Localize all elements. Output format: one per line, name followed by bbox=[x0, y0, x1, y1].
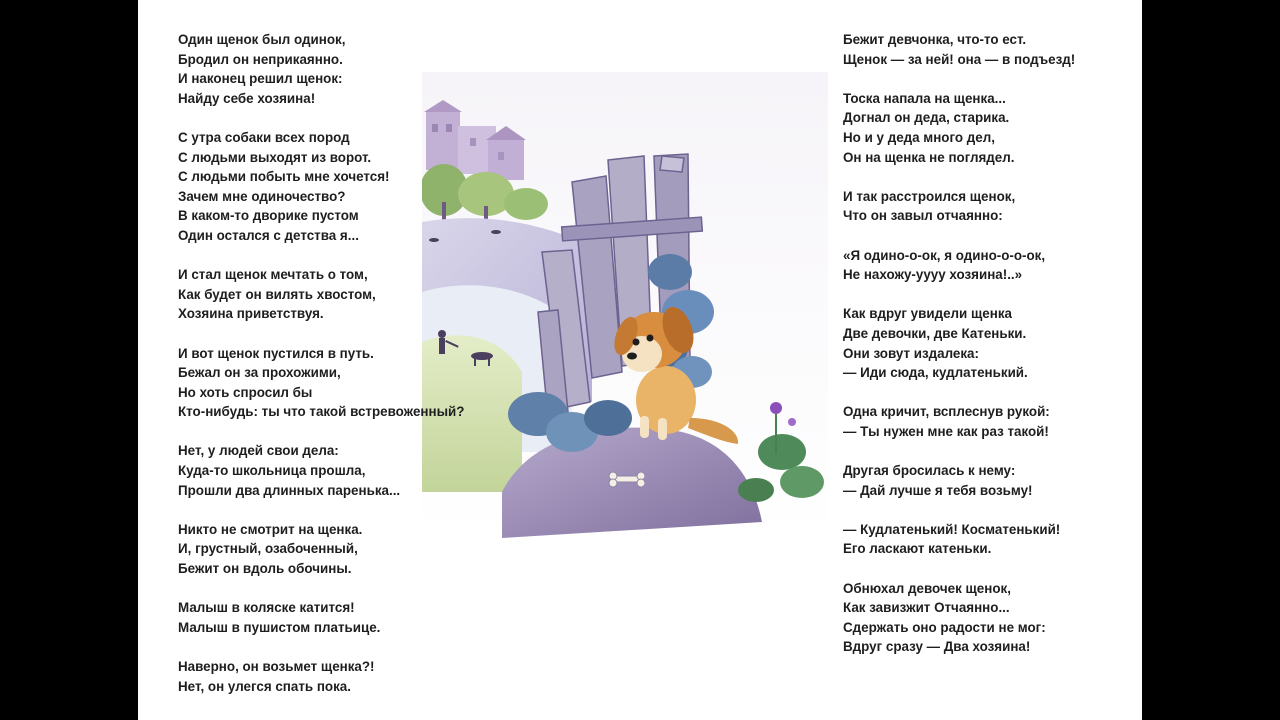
poem-line: Как вдруг увидели щенка bbox=[843, 306, 1012, 322]
poem-line: Никто не смотрит на щенка. bbox=[178, 521, 363, 537]
poem-line: Вдруг сразу — Два хозяина! bbox=[843, 639, 1031, 655]
poem-line: Наверно, он возьмет щенка?! bbox=[178, 659, 375, 674]
poem-line: Зачем мне одиночество? bbox=[178, 188, 346, 204]
stanza bbox=[178, 598, 464, 637]
poem-line: Что он завыл отчаянно: bbox=[843, 208, 1003, 224]
poem-line: Малыш в коляске катится! bbox=[178, 600, 355, 616]
stanza bbox=[843, 187, 1075, 226]
poem-line: Малыш в пушистом платьице. bbox=[178, 619, 381, 635]
poem-line: Нет, он улегся спать пока. bbox=[178, 678, 351, 694]
stanza bbox=[178, 128, 464, 246]
poem-line: С людьми выходят из ворот. bbox=[178, 149, 372, 165]
poem-line: Они зовут издалека: bbox=[843, 345, 979, 361]
poem-line: И, грустный, озабоченный, bbox=[178, 541, 358, 557]
stanza bbox=[843, 304, 1075, 382]
poem-line: Он на щенка не поглядел. bbox=[843, 149, 1015, 165]
poem-line: Как будет он вилять хвостом, bbox=[178, 286, 376, 302]
poem-line: Его ласкают катеньки. bbox=[843, 541, 992, 557]
poem-line: Не нахожу-уууу хозяина!..» bbox=[843, 267, 1023, 283]
poem-line: Но и у деда много дел, bbox=[843, 129, 995, 145]
poem-line: Другая бросилась к нему: bbox=[843, 463, 1016, 479]
stanza bbox=[843, 579, 1075, 657]
stanza bbox=[178, 657, 464, 696]
poem-line: Бежит он вдоль обочины. bbox=[178, 561, 352, 577]
poem-line: Найду себе хозяина! bbox=[178, 90, 316, 106]
poem-line: Обнюхал девочек щенок, bbox=[843, 580, 1011, 596]
stanza bbox=[843, 246, 1075, 285]
poem-line: Прошли два длинных паренька... bbox=[178, 482, 401, 498]
poem-line: Кто-нибудь: ты что такой встревоженный? bbox=[178, 404, 465, 420]
poem-line: — Ты нужен мне как раз такой! bbox=[843, 423, 1049, 439]
poem-line: И наконец решил щенок: bbox=[178, 71, 343, 87]
stanza bbox=[178, 441, 464, 500]
stanza bbox=[178, 520, 464, 579]
poem-line: Две девочки, две Катеньки. bbox=[843, 325, 1027, 341]
poem-line: С утра собаки всех пород bbox=[178, 129, 350, 145]
poem-line: «Я одино-о-ок, я одино-о-о-ок, bbox=[843, 247, 1046, 263]
stanza bbox=[843, 30, 1075, 69]
poem-line: Бродил он неприкаянно. bbox=[178, 51, 343, 67]
poem-line: Куда-то школьница прошла, bbox=[178, 463, 366, 479]
poem-line: Один щенок был одинок, bbox=[178, 32, 346, 47]
poem-line: — Иди сюда, кудлатенький. bbox=[843, 365, 1028, 381]
poem-line: С людьми побыть мне хочется! bbox=[178, 169, 390, 185]
poem-line: Нет, у людей свои дела: bbox=[178, 443, 339, 459]
poem-line: — Дай лучше я тебя возьму! bbox=[843, 482, 1033, 498]
stanza bbox=[843, 520, 1075, 559]
poem-line: Бежал он за прохожими, bbox=[178, 365, 341, 381]
poem-line: Догнал он деда, старика. bbox=[843, 110, 1010, 126]
poem-line: В каком-то дворике пустом bbox=[178, 208, 359, 224]
poem-line: Щенок — за ней! она — в подъезд! bbox=[843, 51, 1076, 67]
puppy-by-fence-illustration bbox=[422, 72, 828, 538]
poem-right-column bbox=[843, 30, 1075, 677]
poem-line: И вот щенок пустился в путь. bbox=[178, 345, 374, 361]
poem-line: Но хоть спросил бы bbox=[178, 384, 313, 400]
stanza bbox=[843, 89, 1075, 167]
stanza bbox=[843, 461, 1075, 500]
poem-line: Одна кричит, всплеснув рукой: bbox=[843, 404, 1050, 420]
poem-line: Хозяина приветствуя. bbox=[178, 306, 324, 322]
poem-left-column bbox=[178, 30, 464, 716]
poem-line: Сдержать оно радости не мог: bbox=[843, 619, 1046, 635]
poem-line: — Кудлатенький! Косматенький! bbox=[843, 521, 1061, 537]
poem-page bbox=[138, 0, 1142, 720]
poem-line: И так расстроился щенок, bbox=[843, 188, 1016, 204]
poem-line: Тоска напала на щенка... bbox=[843, 90, 1006, 106]
stanza bbox=[178, 265, 464, 324]
stanza bbox=[843, 402, 1075, 441]
poem-line: Один остался с детства я... bbox=[178, 227, 359, 243]
poem-line: Как завизжит Отчаянно... bbox=[843, 600, 1010, 616]
poem-line: И стал щенок мечтать о том, bbox=[178, 267, 368, 283]
stanza bbox=[178, 30, 464, 108]
stanza bbox=[178, 344, 464, 422]
poem-line: Бежит девчонка, что-то ест. bbox=[843, 32, 1027, 47]
